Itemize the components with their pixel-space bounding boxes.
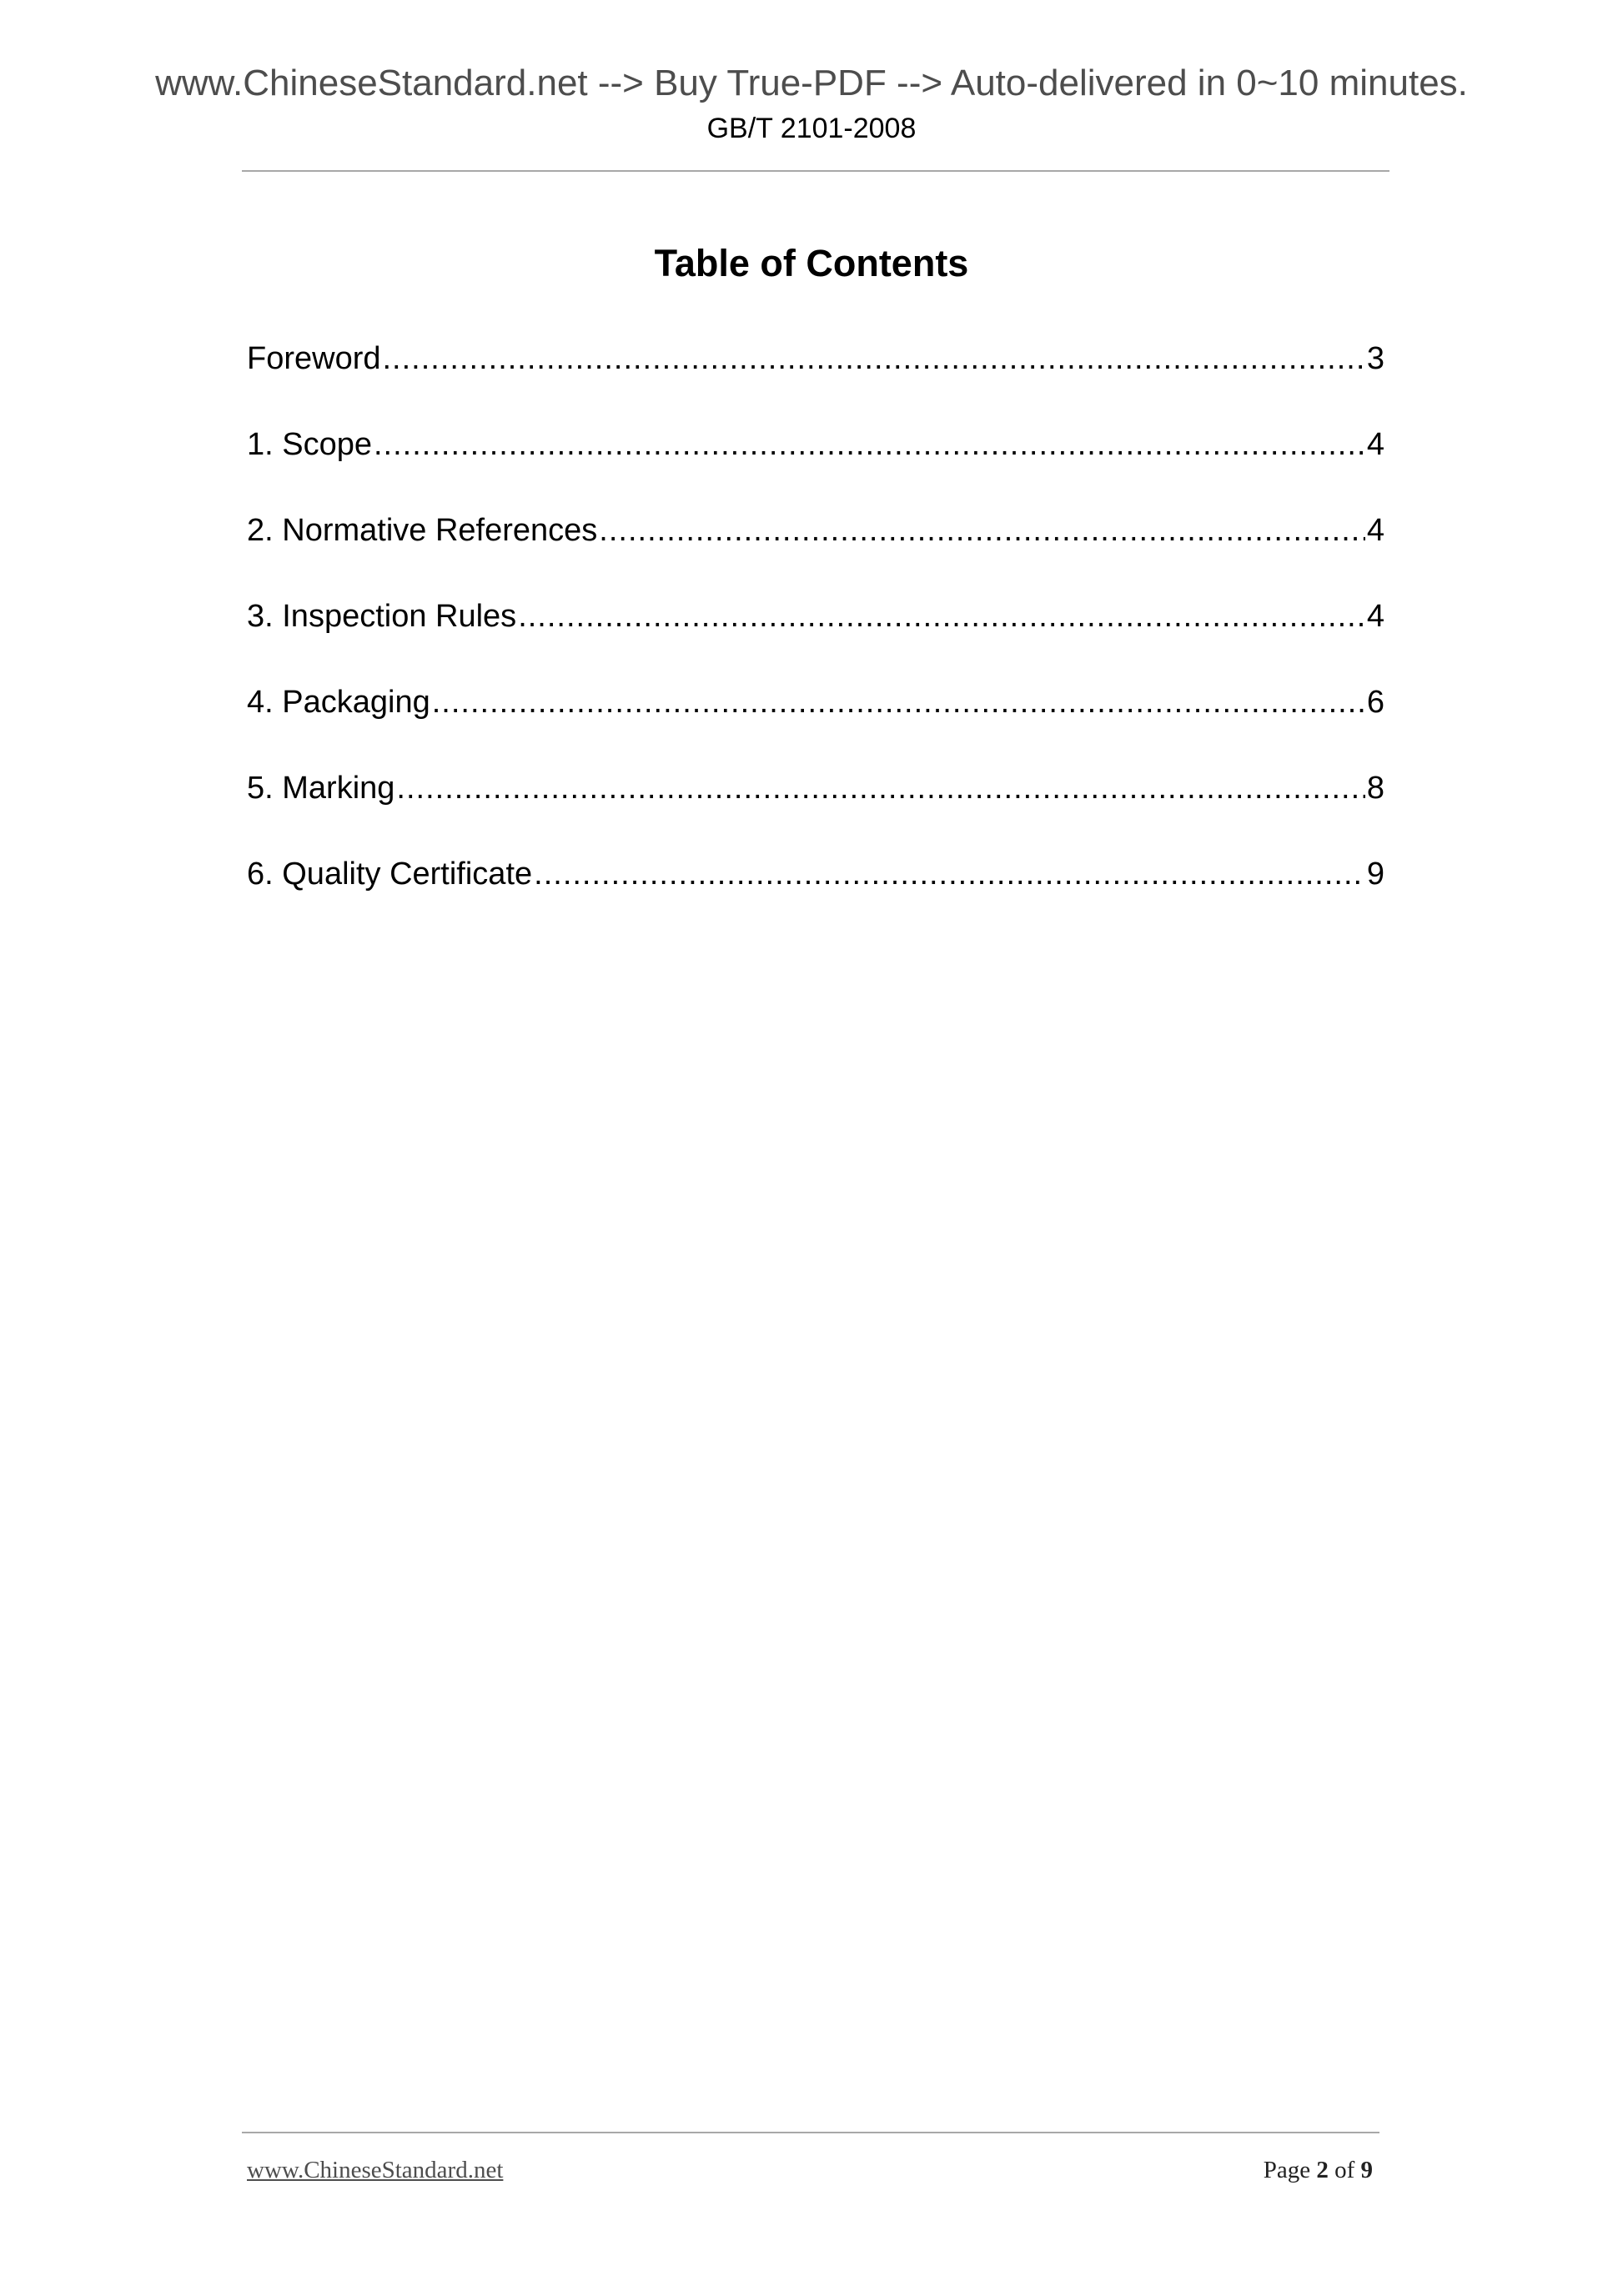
toc-leader-dots bbox=[432, 681, 1365, 723]
toc-entry-scope[interactable] bbox=[247, 424, 1384, 510]
toc-entry-label: 6. Quality Certificate bbox=[247, 857, 533, 892]
toc-entry-marking[interactable] bbox=[247, 767, 1384, 853]
toc-entry-label: 3. Inspection Rules bbox=[247, 599, 517, 634]
toc-entry-page: 6 bbox=[1366, 685, 1384, 720]
toc-entry-label: 4. Packaging bbox=[247, 685, 430, 720]
toc-leader-dots bbox=[396, 767, 1364, 809]
page-of: of bbox=[1334, 2157, 1355, 2183]
page-total: 9 bbox=[1360, 2157, 1373, 2183]
toc-entry-page: 4 bbox=[1366, 599, 1384, 634]
toc-entry-label: 2. Normative References bbox=[247, 513, 598, 548]
footer-divider bbox=[242, 2132, 1379, 2133]
standard-code: GB/T 2101-2008 bbox=[706, 113, 917, 144]
site-banner: www.ChineseStandard.net --> Buy True-PDF --> Auto-delivered in 0~10 minutes. bbox=[155, 63, 1468, 103]
toc-entry-foreword[interactable] bbox=[247, 338, 1384, 424]
toc-entry-quality-certificate[interactable] bbox=[247, 853, 1384, 939]
toc-leader-dots bbox=[599, 510, 1365, 551]
footer-site-link[interactable]: www.ChineseStandard.net bbox=[247, 2157, 504, 2183]
toc-leader-dots bbox=[518, 595, 1365, 637]
page-current: 2 bbox=[1316, 2157, 1329, 2183]
toc-entry-packaging[interactable] bbox=[247, 681, 1384, 767]
toc-title: Table of Contents bbox=[654, 242, 969, 284]
toc-entry-page: 8 bbox=[1366, 771, 1384, 806]
toc-entry-page: 4 bbox=[1366, 513, 1384, 548]
toc-entry-normative-references[interactable] bbox=[247, 510, 1384, 595]
page-prefix: Page bbox=[1263, 2157, 1311, 2183]
toc-entry-label: 5. Marking bbox=[247, 771, 395, 806]
toc-leader-dots bbox=[383, 338, 1365, 379]
header-divider bbox=[242, 170, 1389, 172]
toc-entry-label: Foreword bbox=[247, 341, 381, 376]
toc-leader-dots bbox=[534, 853, 1365, 895]
toc-entry-page: 3 bbox=[1366, 341, 1384, 376]
toc-leader-dots bbox=[374, 424, 1365, 465]
toc-entry-inspection-rules[interactable] bbox=[247, 595, 1384, 681]
toc-list bbox=[247, 338, 1384, 939]
toc-entry-label: 1. Scope bbox=[247, 427, 372, 462]
page-indicator bbox=[1264, 2155, 1373, 2185]
toc-entry-page: 9 bbox=[1366, 857, 1384, 892]
toc-entry-page: 4 bbox=[1366, 427, 1384, 462]
